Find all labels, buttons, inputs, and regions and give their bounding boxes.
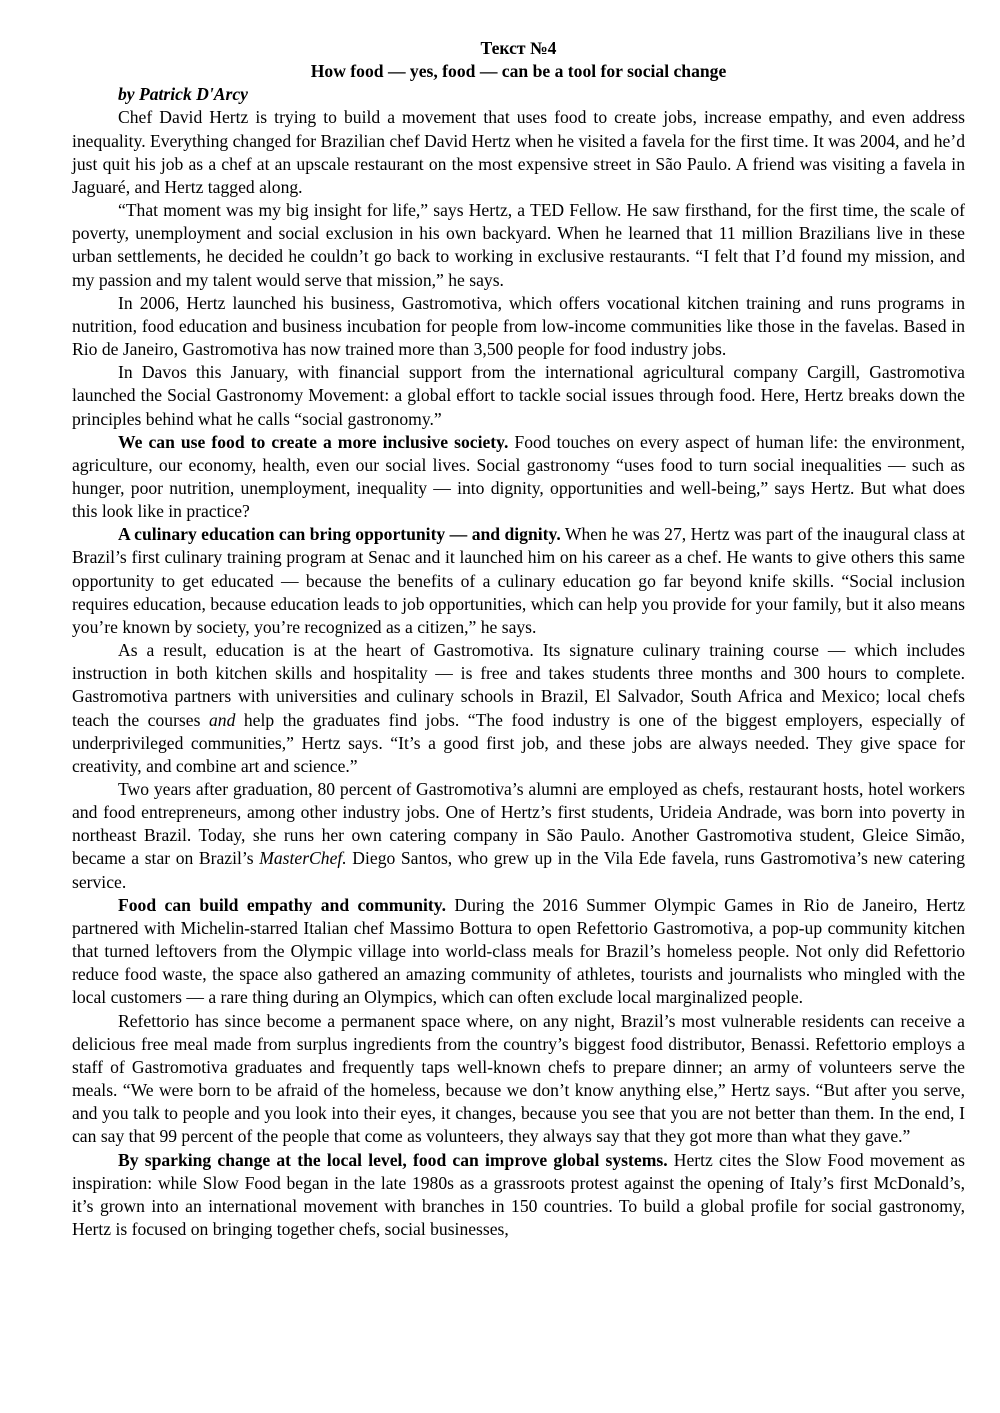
text-number-label: Текст №4 xyxy=(480,38,557,58)
paragraph xyxy=(72,1149,965,1242)
paragraph xyxy=(72,639,965,778)
paragraph xyxy=(72,431,965,524)
paragraph-text: When he was 27, Hertz was part of the inaugural class at Brazil’s first culinary training program at Senac and it launched him on his career as a chef. He wants to give others this same opportunity to get educated — because the benefits of a culinary education go far beyond knife skills. “Social inclusion requires education, because education leads to job opportunities, which can help you provide for your family, but it also means you’re known by society, you’re recognized as a citizen,” he says. xyxy=(72,524,965,637)
document-page xyxy=(72,37,965,1241)
paragraph xyxy=(72,894,965,1010)
paragraph xyxy=(72,292,965,361)
paragraph-text: Refettorio has since become a permanent space where, on any night, Brazil’s most vulnerable residents can receive a delicious free meal made from surplus ingredients from the country’s biggest food distributor, Benassi. Refettorio employs a staff of Gastromotiva graduates and frequently taps well-known chefs to prepare dinner; an army of volunteers serve the meals. “We were born to be afraid of the homeless, because we don’t know anything else,” Hertz says. “But after you serve, and you talk to people and you look into their eyes, it changes, because you see that you are not better than them. In the end, I can say that 99 percent of the people that come as volunteers, they always say that they got more than what they gave.” xyxy=(72,1010,965,1147)
paragraph-text: In Davos this January, with financial support from the international agricultural company Cargill, Gastromotiva launched the Social Gastronomy Movement: a global effort to tackle social issues through food. Here, Hertz breaks down the principles behind what he calls “social gastronomy.” xyxy=(72,362,965,429)
article-title: How food — yes, food — can be a tool for social change xyxy=(310,61,727,82)
paragraph-text: help the graduates find jobs. “The food industry is one of the biggest employers, especially of underprivileged communities,” Hertz says. “It’s a good first job, and these jobs are always needed. They give space for creativity, and combine art and science.” xyxy=(72,709,965,776)
paragraph-text: As a result, education is at the heart of Gastromotiva. Its signature culinary training course — which includes instruction in both kitchen skills and hospitality — is free and takes students three months and 300 hours to complete. Gastromotiva partners with universities and culinary schools in Brazil, El Salvador, South Africa and Mexico; local chefs teach the courses xyxy=(72,640,965,730)
paragraph xyxy=(72,199,965,292)
paragraph-text: “That moment was my big insight for life,” says Hertz, a TED Fellow. He saw firsthand, for the first time, the scale of poverty, unemployment and social exclusion in his own backyard. When he learned that 11 million Brazilians live in these urban settlements, he decided he couldn’t go back to working in exclusive restaurants. “I felt that I’d found my mission, and my passion and my talent would serve that mission,” he says. xyxy=(72,200,965,290)
paragraph xyxy=(72,106,965,199)
paragraph xyxy=(72,523,965,639)
paragraph-lead-heading: A culinary education can bring opportunity — and dignity. xyxy=(118,524,561,545)
paragraph-text: During the 2016 Summer Olympic Games in Rio de Janeiro, Hertz partnered with Michelin-starred Italian chef Massimo Bottura to open Refettorio Gastromotiva, a pop-up community kitchen that turned leftovers from the Olympic village into world-class meals for Brazil’s homeless people. Not only did Refettorio reduce food waste, the space also gathered an amazing community of athletes, tourists and journalists who mingled with the local customers — a rare thing during an Olympics, which can often exclude local marginalized people. xyxy=(72,894,966,1008)
emphasis-text: MasterChef. xyxy=(259,848,347,869)
paragraph-text: Two years after graduation, 80 percent of Gastromotiva’s alumni are employed as chefs, restaurant hosts, hotel workers and food entrepreneurs, among other industry jobs. One of Hertz’s first students, Urideia Andrade, was born into poverty in northeast Brazil. Today, she runs her own catering company in São Paulo. Another Gastromotiva student, Gleice Simão, became a star on Brazil’s xyxy=(72,779,965,869)
paragraph-lead-heading: By sparking change at the local level, food can improve global systems. xyxy=(118,1149,668,1170)
paragraph-text: Chef David Hertz is trying to build a movement that uses food to create jobs, increase empathy, and even address inequality. Everything changed for Brazilian chef David Hertz when he visited a favela for the first time. It was 2004, and he’d just quit his job as a chef at an upscale restaurant on the most expensive street in São Paulo. A friend was visiting a favela in Jaguaré, and Hertz tagged along. xyxy=(72,107,965,197)
paragraph-lead-heading: Food can build empathy and community. xyxy=(118,894,446,915)
article-byline: by Patrick D'Arcy xyxy=(118,84,248,105)
paragraph-text: In 2006, Hertz launched his business, Gastromotiva, which offers vocational kitchen training and runs programs in nutrition, food education and business incubation for people from low-income communities like those in the favelas. Based in Rio de Janeiro, Gastromotiva has now trained more than 3,500 people for food industry jobs. xyxy=(72,292,965,360)
paragraph xyxy=(72,778,965,894)
paragraph xyxy=(72,361,965,430)
paragraph-text: Diego Santos, who grew up in the Vila Ede favela, runs Gastromotiva’s new catering service. xyxy=(72,848,965,892)
paragraph-text: Hertz cites the Slow Food movement as inspiration: while Slow Food began in the late 1980s as a grassroots protest against the opening of Italy’s first McDonald’s, it’s grown into an international movement with branches in 150 countries. To build a global profile for social gastronomy, Hertz is focused on bringing together chefs, social businesses, xyxy=(72,1149,965,1239)
article-body xyxy=(72,106,965,1241)
paragraph-lead-heading: We can use food to create a more inclusive society. xyxy=(118,431,509,452)
emphasis-text: and xyxy=(208,709,236,730)
paragraph xyxy=(72,1010,965,1149)
paragraph-text: Food touches on every aspect of human life: the environment, agriculture, our economy, health, even our social lives. Social gastronomy “uses food to turn social inequalities — such as hunger, poor nutrition, unemployment, inequality — into dignity, opportunities and well-being,” says Hertz. But what does this look like in practice? xyxy=(72,431,966,522)
